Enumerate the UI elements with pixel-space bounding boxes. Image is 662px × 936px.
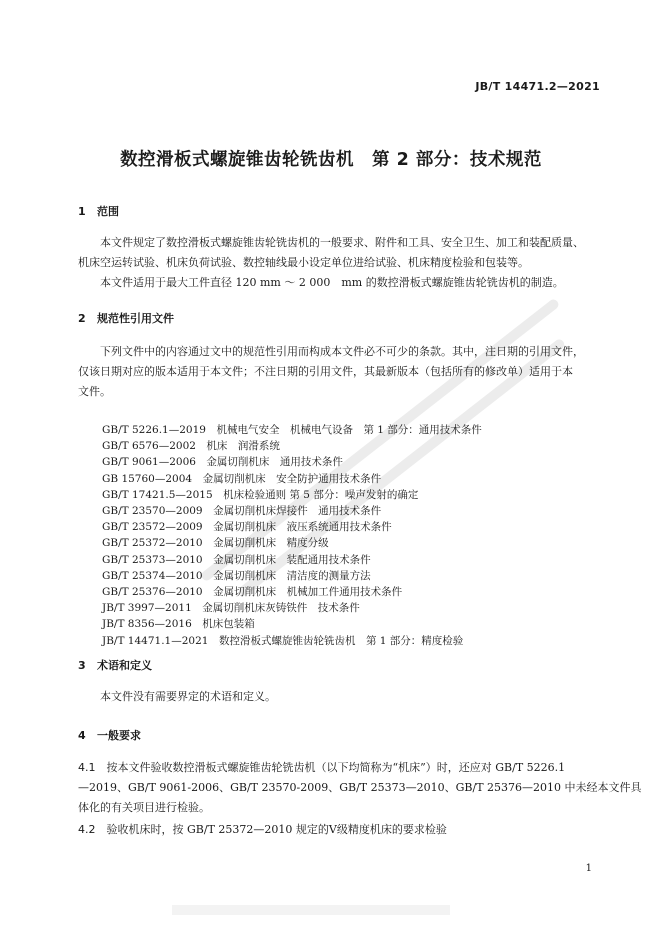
clause-line: —2019、GB/T 9061-2006、GB/T 23570-2009、GB/T 25373—2010、GB/T 25376—2010 中未经本文件具 <box>78 781 642 794</box>
paragraph-line: 本文件没有需要界定的术语和定义。 <box>100 690 276 703</box>
clause-line <box>78 820 608 840</box>
clause-text: 验收机床时，按 GB/T 25372—2010 规定的Ⅴ级精度机床的要求检验 <box>106 823 447 836</box>
paragraph-line: 文件。 <box>78 385 111 398</box>
section-number: 3 <box>78 659 86 672</box>
clause-line <box>78 758 608 778</box>
clause-4-2 <box>78 820 608 840</box>
section-3-heading <box>78 657 152 673</box>
section-title: 规范性引用文件 <box>97 312 174 325</box>
reference-item: GB 15760—2004 金属切削机床 安全防护通用技术条件 <box>102 472 382 485</box>
normative-reference-list <box>102 422 482 649</box>
section-title: 一般要求 <box>97 729 141 742</box>
reference-item: GB/T 5226.1—2019 机械电气安全 机械电气设备 第 1 部分：通用技术条件 <box>102 424 482 436</box>
section-number: 1 <box>78 205 86 218</box>
section-title: 范围 <box>97 205 119 218</box>
section-number: 2 <box>78 312 86 325</box>
clause-number: 4.1 <box>78 761 96 774</box>
reference-item: GB/T 6576—2002 机床 润滑系统 <box>102 440 280 453</box>
reference-item: GB/T 25376—2010 金属切削机床 机械加工件通用技术条件 <box>102 586 403 599</box>
reference-item: GB/T 25374—2010 金属切削机床 清洁度的测量方法 <box>102 569 371 582</box>
reference-item: GB/T 25373—2010 金属切削机床 装配通用技术条件 <box>102 553 371 566</box>
page-number: 1 <box>585 863 592 874</box>
section-2-heading <box>78 310 174 326</box>
reference-item: GB/T 23570—2009 金属切削机床焊接件 通用技术条件 <box>102 505 382 518</box>
section-1-heading <box>78 203 119 219</box>
clause-line: 体化的有关项目进行检验。 <box>78 801 210 814</box>
clause-number: 4.2 <box>78 823 96 836</box>
reference-item: JB/T 8356—2016 机床包装箱 <box>102 618 255 631</box>
section-title: 术语和定义 <box>97 659 152 672</box>
paragraph-line: 本文件适用于最大工件直径 120 mm ～ 2 000 mm 的数控滑板式螺旋锥齿轮铣齿机的制造。 <box>100 276 564 289</box>
reference-item: GB/T 9061—2006 金属切削机床 通用技术条件 <box>102 456 343 469</box>
document-title: 数控滑板式螺旋锥齿轮铣齿机 第 2 部分：技术规范 <box>120 150 542 170</box>
paragraph-line: 仅该日期对应的版本适用于本文件；不注日期的引用文件，其最新版本（包括所有的修改单）适用于本 <box>78 365 573 378</box>
reference-item: GB/T 17421.5—2015 机床检验通则 第 5 部分：噪声发射的确定 <box>102 488 419 501</box>
clause-text: 按本文件验收数控滑板式螺旋锥齿轮铣齿机（以下均简称为“机床”）时，还应对 GB/T 5226.1 <box>106 761 566 774</box>
paragraph-line: 本文件规定了数控滑板式螺旋锥齿轮铣齿机的一般要求、附件和工具、安全卫生、加工和装配质量、 <box>100 236 584 249</box>
section-1-body <box>78 233 608 293</box>
paragraph-line: 下列文件中的内容通过文中的规范性引用而构成本文件必不可少的条款。其中，注日期的引用文件， <box>100 345 584 358</box>
paragraph-line: 机床空运转试验、机床负荷试验、数控轴线最小设定单位进给试验、机床精度检验和包装等。 <box>78 256 529 269</box>
section-3-body <box>78 687 608 707</box>
footer-watermark-strip <box>172 905 450 915</box>
clause-4-1 <box>78 758 642 818</box>
reference-item: JB/T 3997—2011 金属切削机床灰铸铁件 技术条件 <box>102 602 360 615</box>
section-2-body <box>78 342 608 402</box>
reference-item: JB/T 14471.1—2021 数控滑板式螺旋锥齿轮铣齿机 第 1 部分：精度检验 <box>102 634 464 647</box>
standard-number: JB/T 14471.2—2021 <box>475 80 600 93</box>
reference-item: GB/T 25372—2010 金属切削机床 精度分级 <box>102 537 329 550</box>
reference-item: GB/T 23572—2009 金属切削机床 液压系统通用技术条件 <box>102 521 392 534</box>
section-4-heading <box>78 727 141 743</box>
section-number: 4 <box>78 729 86 742</box>
